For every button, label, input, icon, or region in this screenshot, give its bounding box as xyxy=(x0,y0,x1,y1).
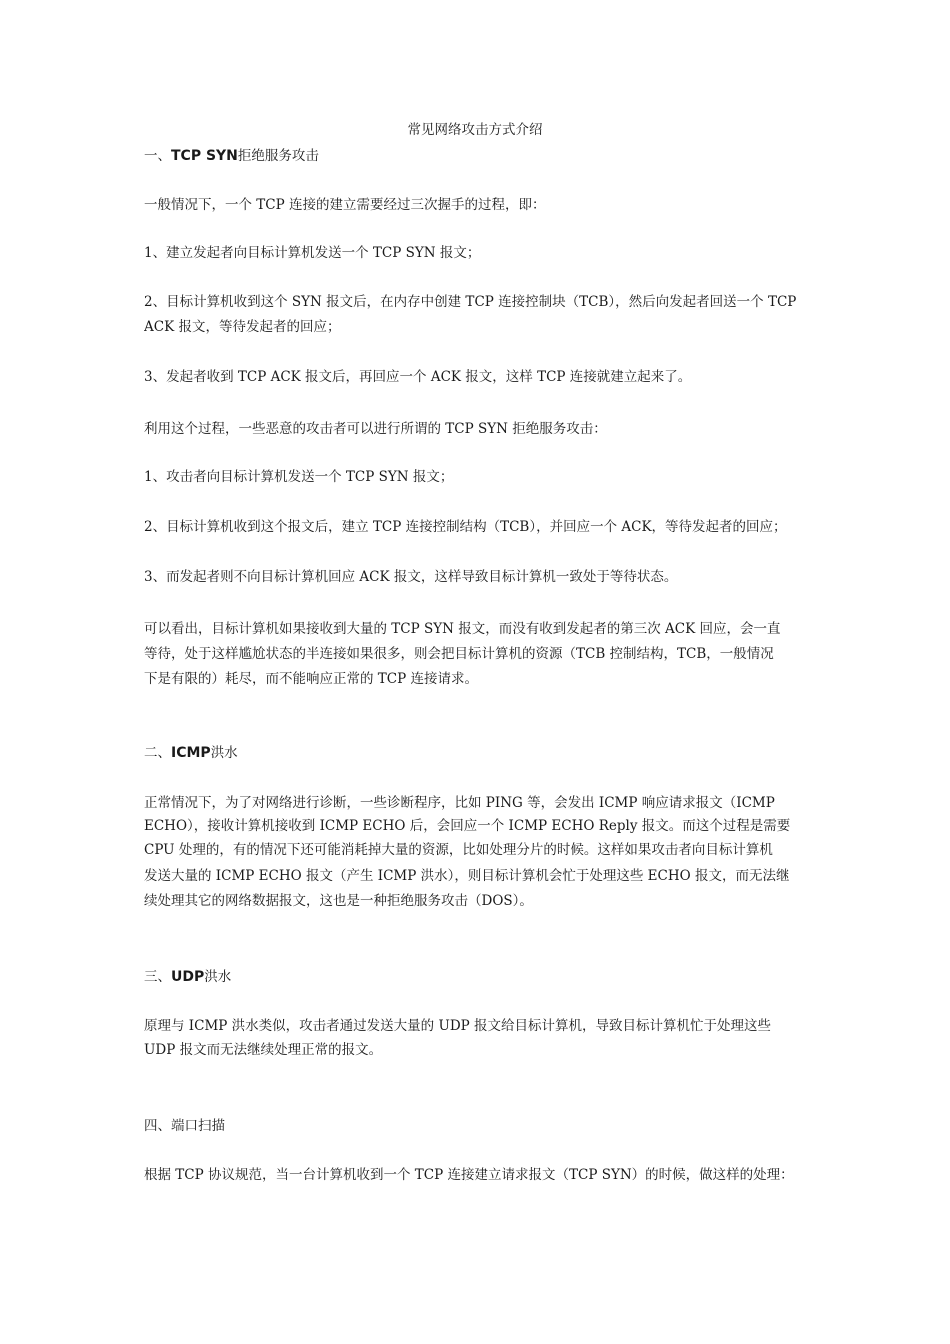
paragraph-line: 原理与 ICMP 洪水类似，攻击者通过发送大量的 UDP 报文给目标计算机，导致目标计算机忙于处理这些 xyxy=(144,1018,772,1034)
paragraph-line: 利用这个过程，一些恶意的攻击者可以进行所谓的 TCP SYN 拒绝服务攻击： xyxy=(144,421,607,437)
heading-suffix: 洪水 xyxy=(210,745,238,761)
section-heading-tcp-syn xyxy=(144,144,812,168)
paragraph-line: 正常情况下，为了对网络进行诊断，一些诊断程序，比如 PING 等，会发出 ICMP 响应请求报文（ICMP xyxy=(144,795,775,811)
paragraph-line: 续处理其它的网络数据报文，这也是一种拒绝服务攻击（DOS）。 xyxy=(144,893,533,909)
section-heading-icmp xyxy=(144,741,812,765)
heading-bold: TCP SYN xyxy=(171,148,238,164)
paragraph-line: 2、目标计算机收到这个 SYN 报文后，在内存中创建 TCP 连接控制块（TCB），然后向发起者回送一个 TCP xyxy=(144,294,797,310)
heading-bold: ICMP xyxy=(171,745,211,761)
heading-prefix: 二、 xyxy=(144,745,171,761)
heading-bold: UDP xyxy=(171,969,205,985)
paragraph-line: UDP 报文而无法继续处理正常的报文。 xyxy=(144,1042,383,1058)
heading-prefix: 一、 xyxy=(144,148,171,164)
paragraph-line: 可以看出，目标计算机如果接收到大量的 TCP SYN 报文，而没有收到发起者的第三次 ACK 回应，会一直 xyxy=(144,621,781,637)
paragraph-line: CPU 处理的，有的情况下还可能消耗掉大量的资源，比如处理分片的时候。这样如果攻击者向目标计算机 xyxy=(144,842,773,858)
heading-prefix: 四、 xyxy=(144,1118,171,1134)
paragraph-line: 3、而发起者则不向目标计算机回应 ACK 报文，这样导致目标计算机一致处于等待状态。 xyxy=(144,569,678,585)
heading-suffix: 洪水 xyxy=(204,969,232,985)
heading-suffix: 拒绝服务攻击 xyxy=(237,148,319,164)
heading-suffix: 端口扫描 xyxy=(171,1118,225,1134)
paragraph-line: 2、目标计算机收到这个报文后，建立 TCP 连接控制结构（TCB），并回应一个 ACK，等待发起者的回应； xyxy=(144,519,787,535)
heading-prefix: 三、 xyxy=(144,969,171,985)
paragraph-line: 1、建立发起者向目标计算机发送一个 TCP SYN 报文； xyxy=(144,245,481,261)
paragraph-line: ECHO），接收计算机接收到 ICMP ECHO 后，会回应一个 ICMP ECHO Reply 报文。而这个过程是需要 xyxy=(144,818,791,834)
paragraph-line: 3、发起者收到 TCP ACK 报文后，再回应一个 ACK 报文，这样 TCP 连接就建立起来了。 xyxy=(144,369,692,385)
paragraph-line: 根据 TCP 协议规范，当一台计算机收到一个 TCP 连接建立请求报文（TCP SYN）的时候，做这样的处理： xyxy=(144,1167,794,1183)
section-heading-port-scan xyxy=(144,1114,812,1138)
paragraph-line: ACK 报文，等待发起者的回应； xyxy=(144,319,341,335)
paragraph-line: 一般情况下，一个 TCP 连接的建立需要经过三次握手的过程，即： xyxy=(144,197,546,213)
paragraph-line: 发送大量的 ICMP ECHO 报文（产生 ICMP 洪水），则目标计算机会忙于处理这些 ECHO 报文，而无法继 xyxy=(144,868,790,884)
document-title: 常见网络攻击方式介绍 xyxy=(407,122,543,138)
paragraph-line: 等待，处于这样尴尬状态的半连接如果很多，则会把目标计算机的资源（TCB 控制结构，TCB，一般情况 xyxy=(144,646,774,662)
paragraph-line: 下是有限的）耗尽，而不能响应正常的 TCP 连接请求。 xyxy=(144,671,478,687)
section-heading-udp xyxy=(144,965,812,989)
paragraph-line: 1、攻击者向目标计算机发送一个 TCP SYN 报文； xyxy=(144,469,454,485)
